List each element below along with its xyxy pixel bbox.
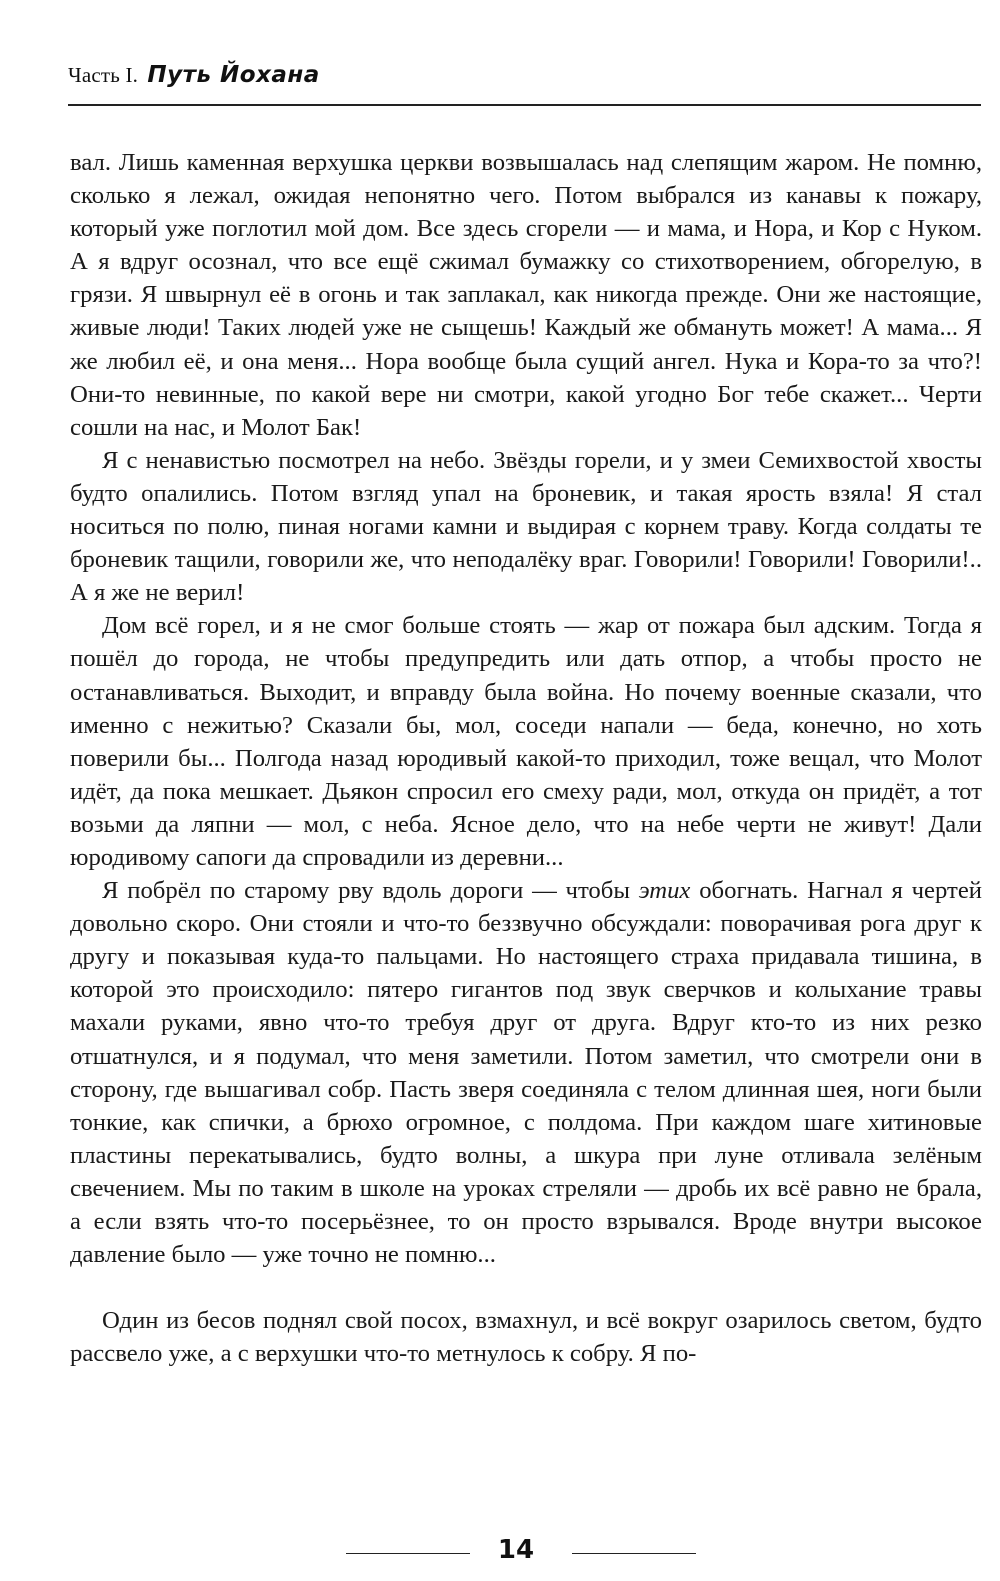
paragraph-3: Дом всё горел, и я не смог больше стоять — жар от пожара был адским. Тогда я пошёл до города, не чтобы предупредить или дать отпор, а чтобы просто не останавливаться. Выходит, и вправду была война. Но почему военные сказали, что именно с нежитью? Сказали бы, мол, соседи напали — беда, конечно, но хоть поверили бы... Полгода назад юродивый какой-то приходил, тоже вещал, что Молот идёт, да пока мешкает. Дьякон спросил его смеху ради, мол, откуда он придёт, а тот возьми да ляпни — мол, с неба. Ясное дело, что на небе черти не живут! Дали юродивому сапоги да спровадили из деревни...: [70, 612, 982, 871]
footer-rule-right: [572, 1553, 696, 1554]
page-footer: [0, 1531, 1000, 1571]
footer-rule-left: [346, 1553, 470, 1554]
emphasis-text: этих: [638, 877, 691, 905]
paragraph-4: [70, 874, 982, 1271]
paragraph-4-start: Я побрёл по старому рву вдоль дороги — чтобы: [102, 877, 639, 905]
paragraph-5: Один из бесов поднял свой посох, взмахнул, и всё вокруг озарилось светом, будто рассвело уже, а с верхушки что-то метнулось к собру. Я по-: [70, 1307, 982, 1368]
chapter-title: Путь Йохана: [147, 62, 320, 88]
body-text: [70, 146, 982, 1370]
part-label: Часть I.: [68, 63, 139, 87]
page-number: 14: [497, 1535, 535, 1565]
paragraph-1: вал. Лишь каменная верхушка церкви возвышалась над слепящим жаром. Не помню, сколько я лежал, ожидая непонятно чего. Потом выбрался из канавы к пожару, который уже поглотил мой дом. Все здесь сгорели — и мама, и Нора, и Кор с Нуком. А я вдруг осознал, что все ещё сжимал бумажку со стихотворением, обгорелую, в грязи. Я швырнул её в огонь и так заплакал, как никогда прежде. Они же настоящие, живые люди! Таких людей уже не сыщешь! Каждый же обмануть может! А мама... Я же любил её, и она меня... Нора вообще была сущий ангел. Нука и Кора-то за что?! Они-то невинные, по какой вере ни смотри, какой угодно Бог тебе скажет... Черти сошли на нас, и Молот Бак!: [70, 149, 982, 441]
paragraph-2: Я с ненавистью посмотрел на небо. Звёзды горели, и у змеи Семихвостой хвосты будто опалились. Потом взгляд упал на броневик, и такая ярость взяла! Я стал носиться по полю, пиная ногами камни и выдирая с корнем траву. Когда солдаты те броневик тащили, говорили же, что неподалёку враг. Говорили! Говорили! Говорили!.. А я же не верил!: [70, 446, 982, 607]
running-header: [68, 62, 320, 88]
header-rule: [68, 104, 981, 106]
paragraph-4-end: обогнать. Нагнал я чертей довольно скоро. Они стояли и что-то беззвучно обсуждали: поворачивая рога друг к другу и показывая куда-то пальцами. Но настоящего страха придавала тишина, в которой это происходило: пятеро гигантов под звук сверчков и колыхание травы махали руками, явно что-то требуя друг от друга. Вдруг кто-то из них резко отшатнулся, и я подумал, что меня заметили. Потом заметил, что смотрели они в сторону, где вышагивал собр. Пасть зверя соединяла с телом длинная шея, ноги были тонкие, как спички, а брюхо огромное, с полдома. При каждом шаге хитиновые пластины перекатывались, будто волны, а шкура при луне отливала зелёным свечением. Мы по таким в школе на уроках стреляли — дробь их всё равно не брала, а если взять что-то посерьёзнее, то он просто взрывался. Вроде внутри высокое давление было — уже точно не помню...: [70, 877, 982, 1269]
